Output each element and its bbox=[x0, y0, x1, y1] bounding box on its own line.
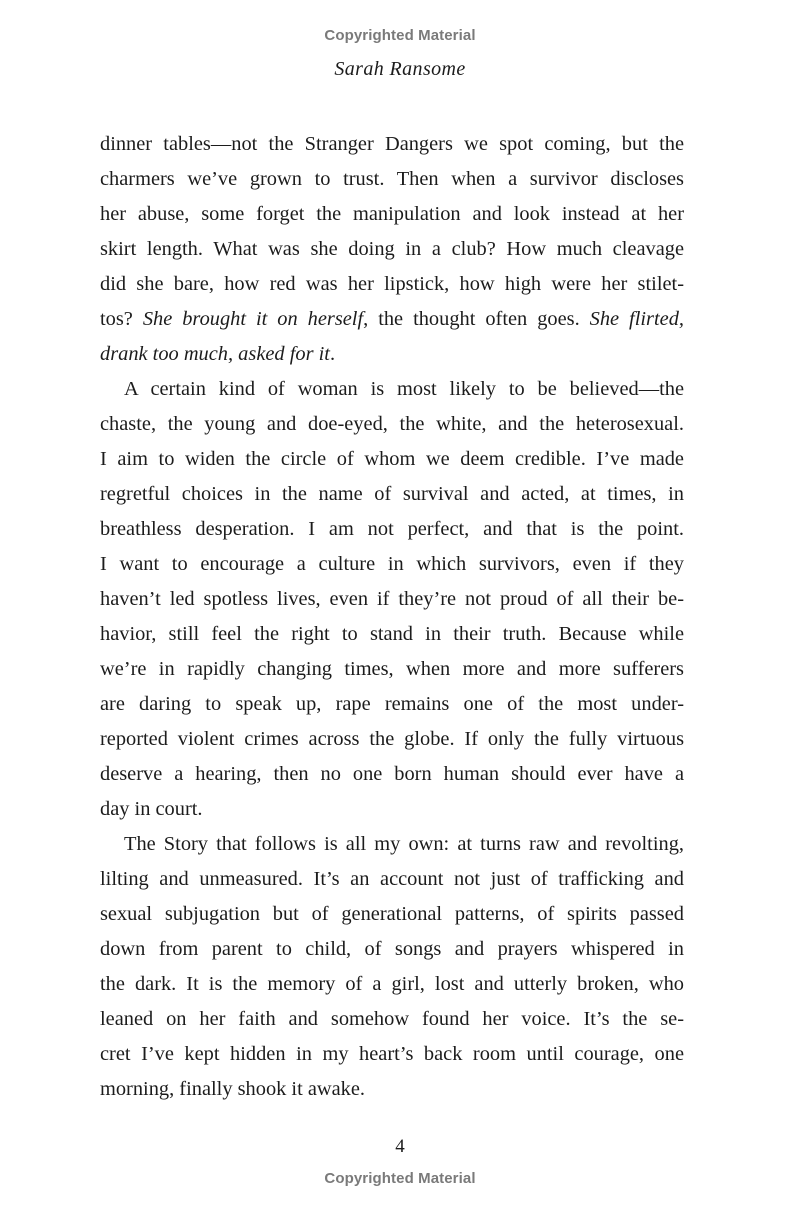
text-run: , the thought often goes. bbox=[363, 308, 590, 330]
text-line: sexual subjugation but of generational patterns, of spirits passed bbox=[100, 903, 684, 925]
text-line: chaste, the young and doe-eyed, the white, and the heterosexual. bbox=[100, 413, 684, 435]
body-text bbox=[100, 127, 684, 1107]
text-line: we’re in rapidly changing times, when more and more sufferers bbox=[100, 658, 684, 680]
text-line: I aim to widen the circle of whom we deem credible. I’ve made bbox=[100, 448, 684, 470]
text-line: charmers we’ve grown to trust. Then when a survivor discloses bbox=[100, 168, 684, 190]
text-line: skirt length. What was she doing in a club? How much cleavage bbox=[100, 238, 684, 260]
paragraph-2 bbox=[100, 372, 684, 827]
text-line: cret I’ve kept hidden in my heart’s back room until courage, one bbox=[100, 1043, 684, 1065]
text-line: her abuse, some forget the manipulation and look instead at her bbox=[100, 203, 684, 225]
text-line: dinner tables—not the Stranger Dangers we spot coming, but the bbox=[100, 133, 684, 155]
text-run: tos? bbox=[100, 308, 143, 330]
text-line: day in court. bbox=[100, 798, 203, 820]
text-line: havior, still feel the right to stand in their truth. Because while bbox=[100, 623, 684, 645]
text-line: I want to encourage a culture in which survivors, even if they bbox=[100, 553, 684, 575]
italic-run: She brought it on herself bbox=[142, 308, 364, 330]
text-run: . bbox=[329, 343, 336, 365]
italic-run: She flirted, bbox=[589, 308, 684, 330]
italic-run: drank too much, asked for it bbox=[100, 343, 330, 365]
text-line: regretful choices in the name of survival and acted, at times, in bbox=[100, 483, 684, 505]
text-line: haven’t led spotless lives, even if they’re not proud of all their be- bbox=[100, 588, 684, 610]
copyright-watermark-bottom: Copyrighted Material bbox=[324, 1170, 476, 1187]
text-line: leaned on her faith and somehow found her voice. It’s the se- bbox=[100, 1008, 684, 1030]
paragraph-3 bbox=[100, 827, 684, 1107]
page-number: 4 bbox=[395, 1136, 405, 1157]
text-line bbox=[100, 302, 684, 337]
text-line: the dark. It is the memory of a girl, lost and utterly broken, who bbox=[100, 973, 684, 995]
text-line: The Story that follows is all my own: at turns raw and revolting, bbox=[124, 833, 684, 855]
text-line: breathless desperation. I am not perfect, and that is the point. bbox=[100, 518, 684, 540]
running-head-author: Sarah Ransome bbox=[334, 58, 466, 80]
copyright-watermark-top: Copyrighted Material bbox=[324, 27, 476, 44]
text-line: deserve a hearing, then no one born human should ever have a bbox=[100, 763, 684, 785]
text-line: are daring to speak up, rape remains one of the most under- bbox=[100, 693, 684, 715]
text-line: lilting and unmeasured. It’s an account not just of trafficking and bbox=[100, 868, 684, 890]
text-line: reported violent crimes across the globe. If only the fully virtuous bbox=[100, 728, 684, 750]
text-line bbox=[100, 337, 684, 372]
paragraph-1 bbox=[100, 127, 684, 372]
text-line: down from parent to child, of songs and prayers whispered in bbox=[100, 938, 684, 960]
text-line: did she bare, how red was her lipstick, how high were her stilet- bbox=[100, 273, 684, 295]
text-line: morning, finally shook it awake. bbox=[100, 1078, 366, 1100]
text-line: A certain kind of woman is most likely to be believed—the bbox=[124, 378, 684, 400]
